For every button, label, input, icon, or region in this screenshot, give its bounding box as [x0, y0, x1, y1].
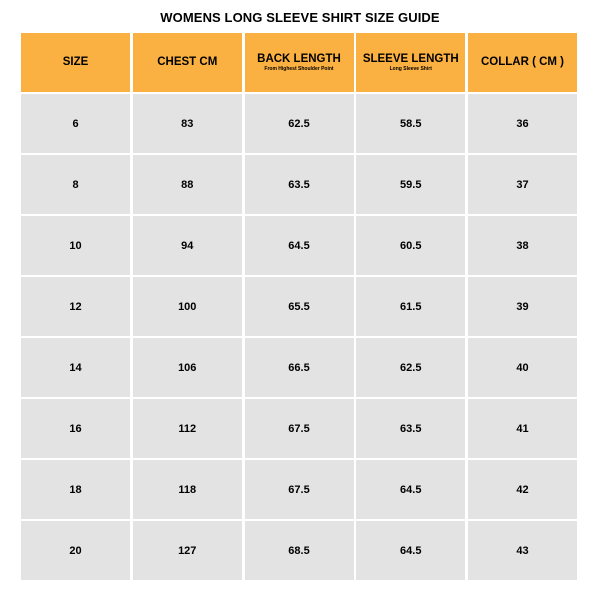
cell-sleeve-length: 58.5 [356, 94, 465, 153]
header-collar [468, 33, 577, 92]
cell-collar: 39 [468, 277, 577, 336]
cell-size: 18 [21, 460, 130, 519]
cell-size: 16 [21, 399, 130, 458]
page-title: WOMENS LONG SLEEVE SHIRT SIZE GUIDE [160, 10, 440, 25]
cell-size: 14 [21, 338, 130, 397]
cell-sleeve-length: 64.5 [356, 460, 465, 519]
cell-collar: 37 [468, 155, 577, 214]
cell-back-length: 65.5 [245, 277, 354, 336]
cell-collar: 41 [468, 399, 577, 458]
size-guide-table [21, 33, 577, 580]
cell-collar: 42 [468, 460, 577, 519]
header-chest [133, 33, 242, 92]
cell-chest: 83 [133, 94, 242, 153]
cell-sleeve-length: 62.5 [356, 338, 465, 397]
cell-sleeve-length: 60.5 [356, 216, 465, 275]
cell-chest: 127 [133, 521, 242, 580]
header-label: BACK LENGTH [257, 53, 341, 65]
cell-chest: 88 [133, 155, 242, 214]
cell-size: 10 [21, 216, 130, 275]
cell-collar: 38 [468, 216, 577, 275]
cell-collar: 36 [468, 94, 577, 153]
cell-size: 20 [21, 521, 130, 580]
cell-back-length: 66.5 [245, 338, 354, 397]
header-label: COLLAR ( CM ) [480, 56, 565, 68]
cell-size: 6 [21, 94, 130, 153]
cell-chest: 106 [133, 338, 242, 397]
cell-collar: 40 [468, 338, 577, 397]
cell-back-length: 67.5 [245, 460, 354, 519]
cell-collar: 43 [468, 521, 577, 580]
cell-back-length: 63.5 [245, 155, 354, 214]
header-sleeve-length [356, 33, 465, 92]
header-back-length [245, 33, 354, 92]
cell-sleeve-length: 59.5 [356, 155, 465, 214]
cell-back-length: 68.5 [245, 521, 354, 580]
header-label: SIZE [62, 56, 89, 68]
header-sublabel: Long Sleeve Shirt [389, 66, 432, 72]
header-sublabel: From Highest Shoulder Point [264, 66, 334, 72]
cell-back-length: 62.5 [245, 94, 354, 153]
cell-size: 12 [21, 277, 130, 336]
cell-sleeve-length: 64.5 [356, 521, 465, 580]
cell-chest: 100 [133, 277, 242, 336]
cell-sleeve-length: 63.5 [356, 399, 465, 458]
cell-chest: 112 [133, 399, 242, 458]
cell-size: 8 [21, 155, 130, 214]
header-label: SLEEVE LENGTH [362, 53, 459, 65]
cell-chest: 118 [133, 460, 242, 519]
cell-chest: 94 [133, 216, 242, 275]
cell-sleeve-length: 61.5 [356, 277, 465, 336]
header-label: CHEST CM [157, 56, 218, 68]
header-size [21, 33, 130, 92]
cell-back-length: 64.5 [245, 216, 354, 275]
cell-back-length: 67.5 [245, 399, 354, 458]
